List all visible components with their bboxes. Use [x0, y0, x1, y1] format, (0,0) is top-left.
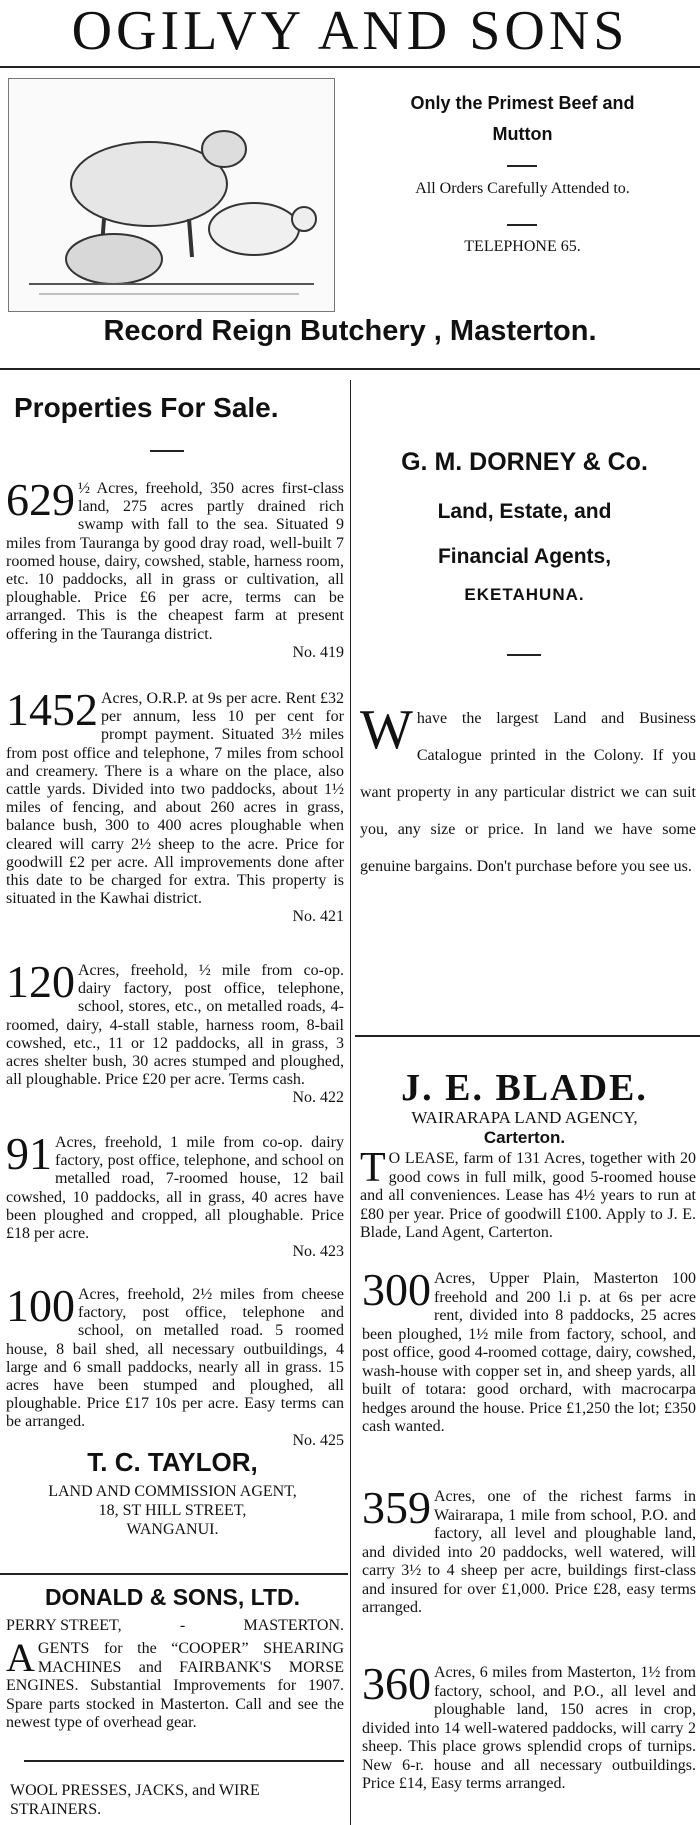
dorney-line-2: Financial Agents, [437, 545, 612, 568]
properties-heading: Properties For Sale. [14, 392, 279, 423]
butchery-name: Record Reign Butchery , Masterton. [103, 315, 597, 347]
section-rule [355, 1035, 700, 1037]
property-number: No. 422 [292, 1089, 344, 1107]
dash [507, 165, 537, 167]
blade-listing [362, 1658, 696, 1794]
property-acres: 120 [6, 956, 75, 1007]
donald-address [6, 1617, 344, 1635]
property-listing [6, 1280, 344, 1450]
property-text: Acres, freehold, ½ mile from co-op. dairy factory, post office, telephone, school, stores, etc., on metalled roads, 4-roomed, dairy, 4-stall stable, harness room, 8-bail cowshed, etc., 11 or 12 paddocks, all in grass, 3 acres shelter bush, 30 acres stumped and ploughed, all ploughable. Price £20 per acre. Terms cash. [6, 962, 344, 1089]
blade-name: J. E. BLADE. [401, 1067, 648, 1109]
blade-text: Acres, 6 miles from Masterton, 1½ from factory, school, and P.O., all level and ploughable land, 150 acres in crop, divided into 14 well-watered paddocks, will carry 2 sheep. This place grows splendid crops of turnips. New 6-r. house and all necessary outbuildings. Price £14, Easy terms arranged. [362, 1664, 696, 1792]
blade-lease-text: O LEASE, farm of 131 Acres, together with 20 good cows in full milk, good 5-roomed house and all conveniences. Lease has 4½ years to run at £80 per year. Price of goodwill £100. Apply to J. E. Blade, Land Agent, Carterton. [360, 1150, 696, 1241]
ogilvy-telephone: TELEPHONE 65. [464, 238, 581, 255]
blade-lease-cap: T [360, 1145, 386, 1191]
dash [507, 654, 541, 656]
property-listing [6, 474, 344, 662]
dorney-dropcap: W [360, 699, 413, 761]
dorney-town: EKETAHUNA. [464, 585, 585, 604]
property-number: No. 419 [292, 643, 344, 661]
property-listing [6, 956, 344, 1108]
taylor-agent [0, 1446, 345, 1539]
property-acres: 629 [6, 474, 75, 525]
blade-text: Acres, one of the richest farms in Wairarapa, 1 mile from school, P.O. and factory, all level and ploughable land, and divided into 20 paddocks, well watered, will carry 3½ to 4 sheep per acre, buildings first-class and insured for over £1,000. Price £28, easy terms arranged. [362, 1488, 696, 1616]
property-listing [6, 1128, 344, 1261]
donald-dropcap: A [6, 1635, 35, 1680]
property-number: No. 421 [292, 908, 344, 926]
donald-text: GENTS for the “COOPER” SHEARING MACHINES and FAIRBANK'S MORSE ENGINES. Substantial Improvements for 1907. Spare parts stocked in Masterton. Call and see the newest type of overhead gear. [6, 1640, 344, 1731]
dash [507, 224, 537, 226]
donald-sep: - [179, 1617, 186, 1634]
cattle-illustration [8, 78, 335, 312]
donald-body [6, 1635, 344, 1733]
ogilvy-orders: All Orders Carefully Attended to. [415, 180, 630, 197]
dorney-text: have the largest Land and Business Catalogue printed in the Colony. If you want property in any particular district we can suit you, any size or price. In land we have some genuine bargains. Don't purchase before you see us. [360, 710, 696, 875]
cattle-icon [9, 79, 334, 311]
property-listing [6, 684, 344, 927]
column-rule [350, 380, 351, 1825]
section-rule [0, 368, 700, 370]
slogan-line-2: Mutton [492, 124, 553, 144]
blade-agency: WAIRARAPA LAND AGENCY, [411, 1108, 638, 1127]
property-number: No. 423 [292, 1243, 344, 1261]
property-acres: 1452 [6, 684, 98, 735]
dorney-body [360, 700, 696, 885]
donald-street: PERRY STREET, [6, 1617, 122, 1634]
blade-listing [362, 1264, 696, 1437]
donald-name: DONALD & SONS, LTD. [44, 1584, 301, 1610]
dash [150, 450, 184, 452]
blade-listing [362, 1482, 696, 1618]
dorney-line-1: Land, Estate, and [437, 500, 612, 523]
property-text: ½ Acres, freehold, 350 acres first-class land, 275 acres partly drained rich swamp with fall to the sea. Situated 9 miles from Tauranga by good dray road, well-built 7 roomed house, dairy, cowshed, stable, harness room, etc. 10 paddocks, all in grass or cultivation, all ploughable. Price £6 per acre, terms can be arranged. This is the cheapest farm at present offering in the Tauranga district. [6, 480, 344, 643]
agent-name: T. C. TAYLOR, [87, 1447, 258, 1477]
dash [24, 1760, 344, 1762]
agent-line-3: WANGANUI. [126, 1521, 219, 1538]
property-text: Acres, O.R.P. at 9s per acre. Rent £32 per annum, less 10 per cent for prompt payment. Situated 3½ miles from post office and telephone, 7 miles from school and creamery. There is a whare on the place, also cattle yards. Divided into two paddocks, about 1½ miles of fencing, and about 260 acres in grass, balance bush, 300 to 400 acres ploughable when cleared will carry 2½ sheep to the acre. Price for goodwill £2 per acre. All improvements done after this date to be charged for extra. This property is situated in the Kawhai district. [6, 690, 344, 908]
ogilvy-slogan [350, 88, 695, 150]
top-rule [0, 66, 700, 68]
property-acres: 91 [6, 1128, 52, 1179]
property-text: Acres, freehold, 2½ miles from cheese factory, post office, telephone and school, on metalled road. 5 roomed house, 8 bail shed, all necessary outbuildings, 4 large and 6 small paddocks, nearly all in grass. 15 acres have been stumped and ploughed, all ploughable. Price £17 10s per acre. Easy terms can be arranged. [6, 1286, 344, 1431]
blade-acres: 359 [362, 1482, 431, 1533]
agent-line-1: LAND AND COMMISSION AGENT, [48, 1483, 297, 1500]
blade-acres: 360 [362, 1658, 431, 1709]
blade-acres: 300 [362, 1264, 431, 1315]
slogan-line-1: Only the Primest Beef and [410, 93, 635, 113]
donald-footer: WOOL PRESSES, JACKS, and WIRE STRAINERS. [10, 1782, 260, 1818]
property-acres: 100 [6, 1280, 75, 1331]
blade-lease [360, 1145, 696, 1243]
blade-town: Carterton. [483, 1128, 566, 1147]
donald-town: MASTERTON. [243, 1617, 344, 1634]
property-text: Acres, freehold, 1 mile from co-op. dairy factory, post office, telephone, and school on metalled road, 7-roomed house, 12 bail cowshed, 10 paddocks, all in grass, 40 acres have been ploughed and cropped, all ploughable. Price £18 per acre. [6, 1134, 344, 1243]
agent-line-2: 18, ST HILL STREET, [98, 1502, 247, 1519]
blade-text: Acres, Upper Plain, Masterton 100 freehold and 200 l.i p. at 6s per acre rent, divided into 8 paddocks, 25 acres been ploughed, 1½ mile from factory, school, and post office, good 4-roomed cottage, dairy, cowshed, wash-house with copper set in, and sheep yards, all built of totara: good orchard, with macrocarpa hedges around the house. Price £1,250 the lot; £350 cash wanted. [362, 1270, 696, 1435]
property-number: No. 425 [292, 1431, 344, 1449]
ogilvy-title: OGILVY AND SONS [71, 0, 629, 62]
section-rule [0, 1573, 348, 1575]
dorney-name: G. M. DORNEY & Co. [401, 448, 648, 476]
